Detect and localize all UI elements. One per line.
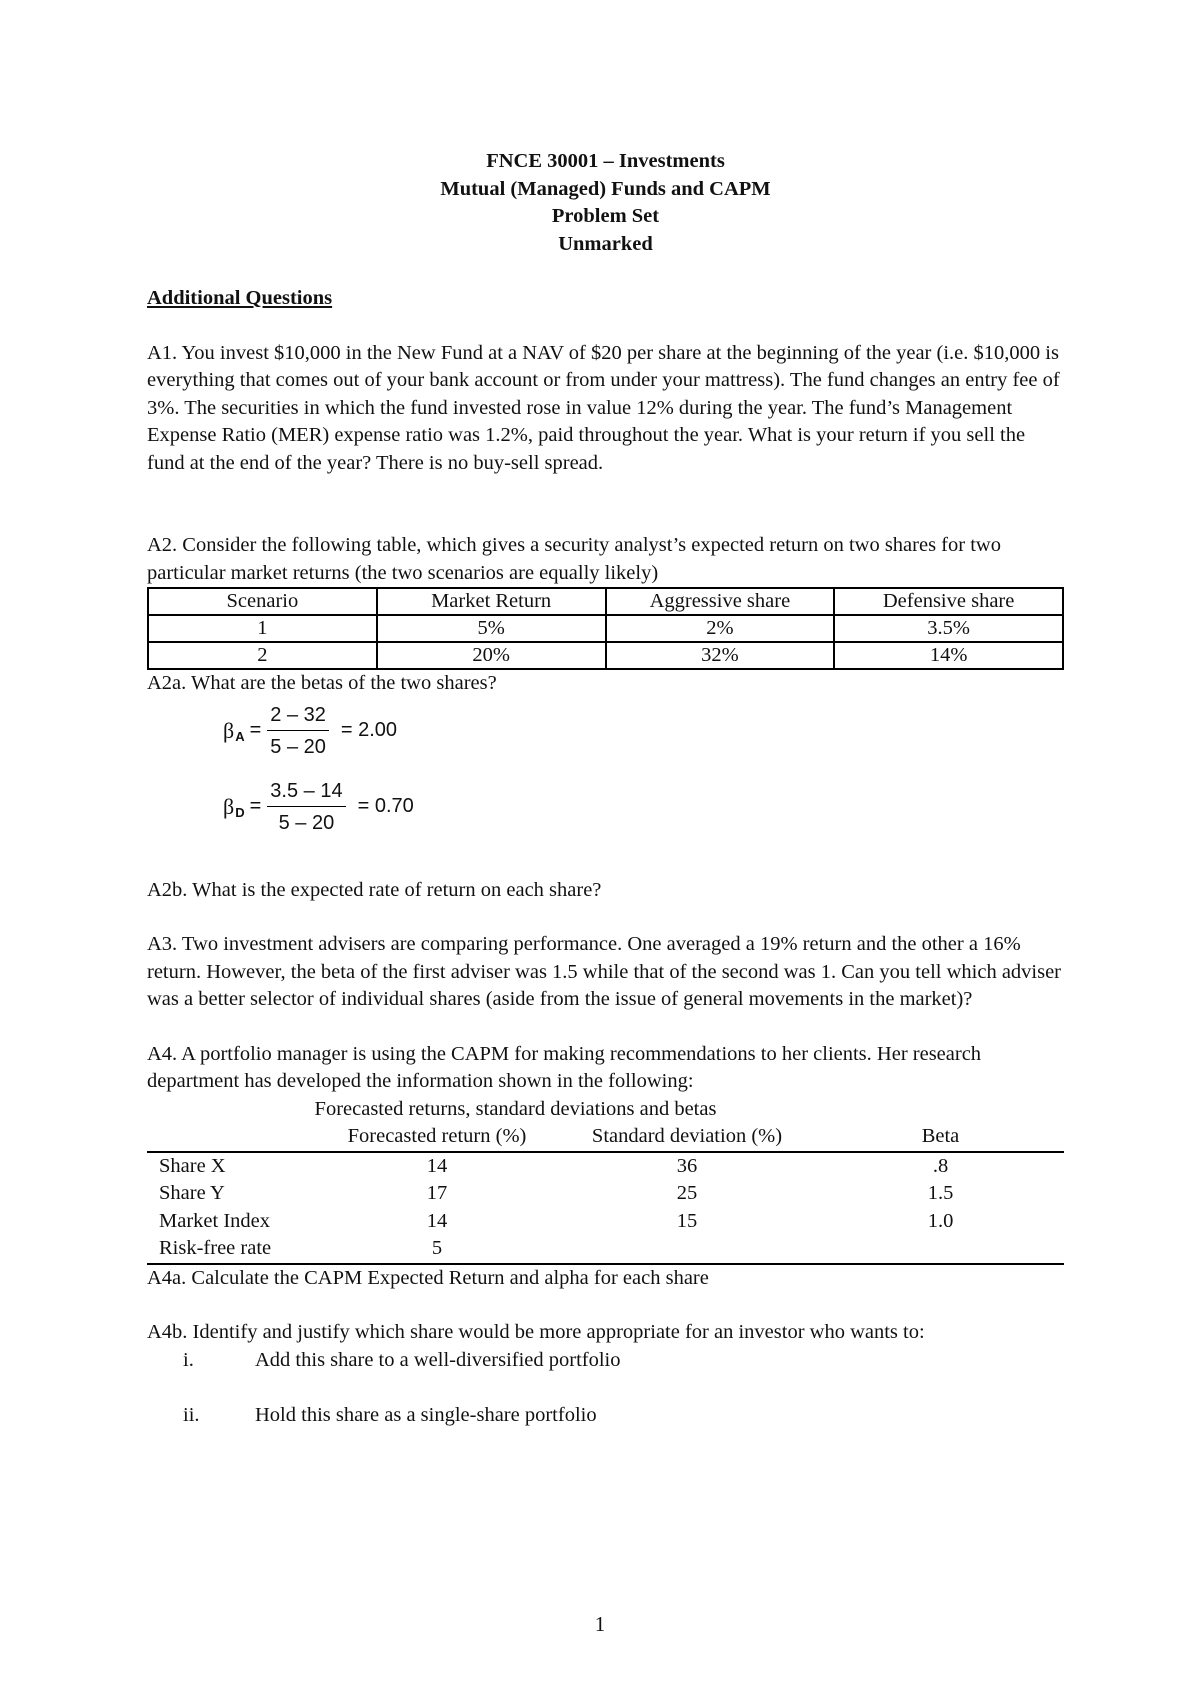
list-item-text: Add this share to a well-diversified portfolio xyxy=(255,1348,621,1371)
section-heading: Additional Questions xyxy=(147,287,333,309)
beta-a-formula xyxy=(223,702,397,760)
beta-symbol: β xyxy=(223,793,235,819)
table-row xyxy=(148,642,1063,669)
table-header-cell xyxy=(147,1123,317,1152)
question-a2b: A2b. What is the expected rate of return on each share? xyxy=(147,878,602,901)
list-marker: i. xyxy=(183,1348,194,1371)
capm-table xyxy=(147,1123,1064,1265)
table-cell: 2 xyxy=(148,642,377,669)
table-header-cell: Scenario xyxy=(148,588,377,615)
list-marker: ii. xyxy=(183,1403,200,1426)
question-a2a: A2a. What are the betas of the two shares? xyxy=(147,672,497,694)
table-cell xyxy=(817,1235,1064,1264)
row-label: Risk-free rate xyxy=(147,1235,317,1264)
page-content xyxy=(147,148,1064,1429)
table-cell: 14 xyxy=(426,1209,448,1232)
numerator: 2 – 32 xyxy=(267,702,329,731)
table-row xyxy=(147,1235,1064,1264)
formula-result: = 2.00 xyxy=(340,718,398,741)
question-a2: A2. Consider the following table, which gives a security analyst’s expected return on two shares for two particular market returns (the two scenarios are equally likely) xyxy=(147,534,1001,584)
table-header-cell: Standard deviation (%) xyxy=(557,1123,817,1152)
numerator: 3.5 – 14 xyxy=(267,778,345,807)
equals-sign: = xyxy=(249,794,262,817)
table-row xyxy=(147,1208,1064,1236)
table-cell: 2% xyxy=(606,615,835,642)
status-title: Unmarked xyxy=(558,232,653,255)
table-cell: .8 xyxy=(932,1154,949,1177)
row-label: Share X xyxy=(159,1154,226,1177)
doc-type-title: Problem Set xyxy=(551,205,660,227)
table-cell: 20% xyxy=(377,642,606,669)
table-cell: 32% xyxy=(606,642,835,669)
question-a4b: A4b. Identify and justify which share would be more appropriate for an investor who wants to: xyxy=(147,1321,925,1343)
table-cell: 14% xyxy=(834,642,1063,669)
table-cell: 14 xyxy=(426,1154,448,1177)
table-header-row xyxy=(148,588,1063,615)
sub-item-list xyxy=(147,1347,1064,1430)
table-cell: 5% xyxy=(377,615,606,642)
table-cell: 1 xyxy=(148,615,377,642)
denominator: 5 – 20 xyxy=(270,735,326,758)
question-a1: A1. You invest $10,000 in the New Fund at a NAV of $20 per share at the beginning of the year (i.e. $10,000 is everything that comes out of your bank account or from under your mattress). The fund changes an entry fee of 3%. The securities in which the fund invested rose in value 12% during the year. The fund’s Management Expense Ratio (MER) expense ratio was 1.2%, paid throughout the year. What is your return if you sell the fund at the end of the year? There is no buy-sell spread. xyxy=(147,341,1060,474)
table-cell: 5 xyxy=(317,1235,557,1264)
beta-subscript: A xyxy=(235,728,245,744)
topic-title: Mutual (Managed) Funds and CAPM xyxy=(440,177,771,200)
table-cell: 1.5 xyxy=(927,1182,954,1204)
table-cell xyxy=(557,1235,817,1264)
scenario-table xyxy=(147,587,1064,670)
question-a4a: A4a. Calculate the CAPM Expected Return and alpha for each share xyxy=(147,1266,709,1289)
page-number: 1 xyxy=(594,1612,606,1636)
table-row xyxy=(147,1152,1064,1181)
list-item xyxy=(147,1402,1064,1430)
list-item-text: Hold this share as a single-share portfolio xyxy=(255,1403,597,1426)
table-header-row xyxy=(147,1123,1064,1152)
denominator: 5 – 20 xyxy=(278,811,335,834)
table-header-cell: Defensive share xyxy=(834,588,1063,615)
beta-symbol: β xyxy=(223,717,235,743)
table-row xyxy=(148,615,1063,642)
table-cell: 15 xyxy=(676,1209,698,1232)
beta-formulas xyxy=(147,698,1064,850)
table-cell: 36 xyxy=(676,1154,698,1177)
table-caption: Forecasted returns, standard deviations and betas xyxy=(314,1097,717,1120)
table-cell: 25 xyxy=(676,1182,698,1204)
row-label: Market Index xyxy=(159,1209,270,1232)
table-row xyxy=(147,1180,1064,1208)
question-a3: A3. Two investment advisers are comparing performance. One averaged a 19% return and the other a 16% return. However, the beta of the first adviser was 1.5 while that of the second was 1. Can you tell which adviser was a better selector of individual shares (aside from the issue of general movements in the market)? xyxy=(147,933,1062,1010)
question-a4: A4. A portfolio manager is using the CAPM for making recommendations to her clients. Her research department has developed the information shown in the following: xyxy=(147,1042,982,1092)
course-title: FNCE 30001 – Investments xyxy=(486,150,725,172)
beta-d-formula xyxy=(223,778,414,836)
equals-sign: = xyxy=(249,718,262,741)
list-item xyxy=(147,1347,1064,1375)
beta-subscript: D xyxy=(235,804,245,820)
table-header-cell: Beta xyxy=(817,1123,1064,1152)
fraction xyxy=(267,778,345,836)
row-label: Share Y xyxy=(159,1182,225,1204)
table-header-cell: Aggressive share xyxy=(606,588,835,615)
table-cell: 3.5% xyxy=(834,615,1063,642)
table-header-cell: Market Return xyxy=(377,588,606,615)
table-cell: 1.0 xyxy=(927,1209,954,1232)
table-cell: 17 xyxy=(426,1182,448,1204)
table-header-cell: Forecasted return (%) xyxy=(317,1123,557,1152)
formula-result: = 0.70 xyxy=(357,794,414,817)
fraction xyxy=(267,702,329,760)
